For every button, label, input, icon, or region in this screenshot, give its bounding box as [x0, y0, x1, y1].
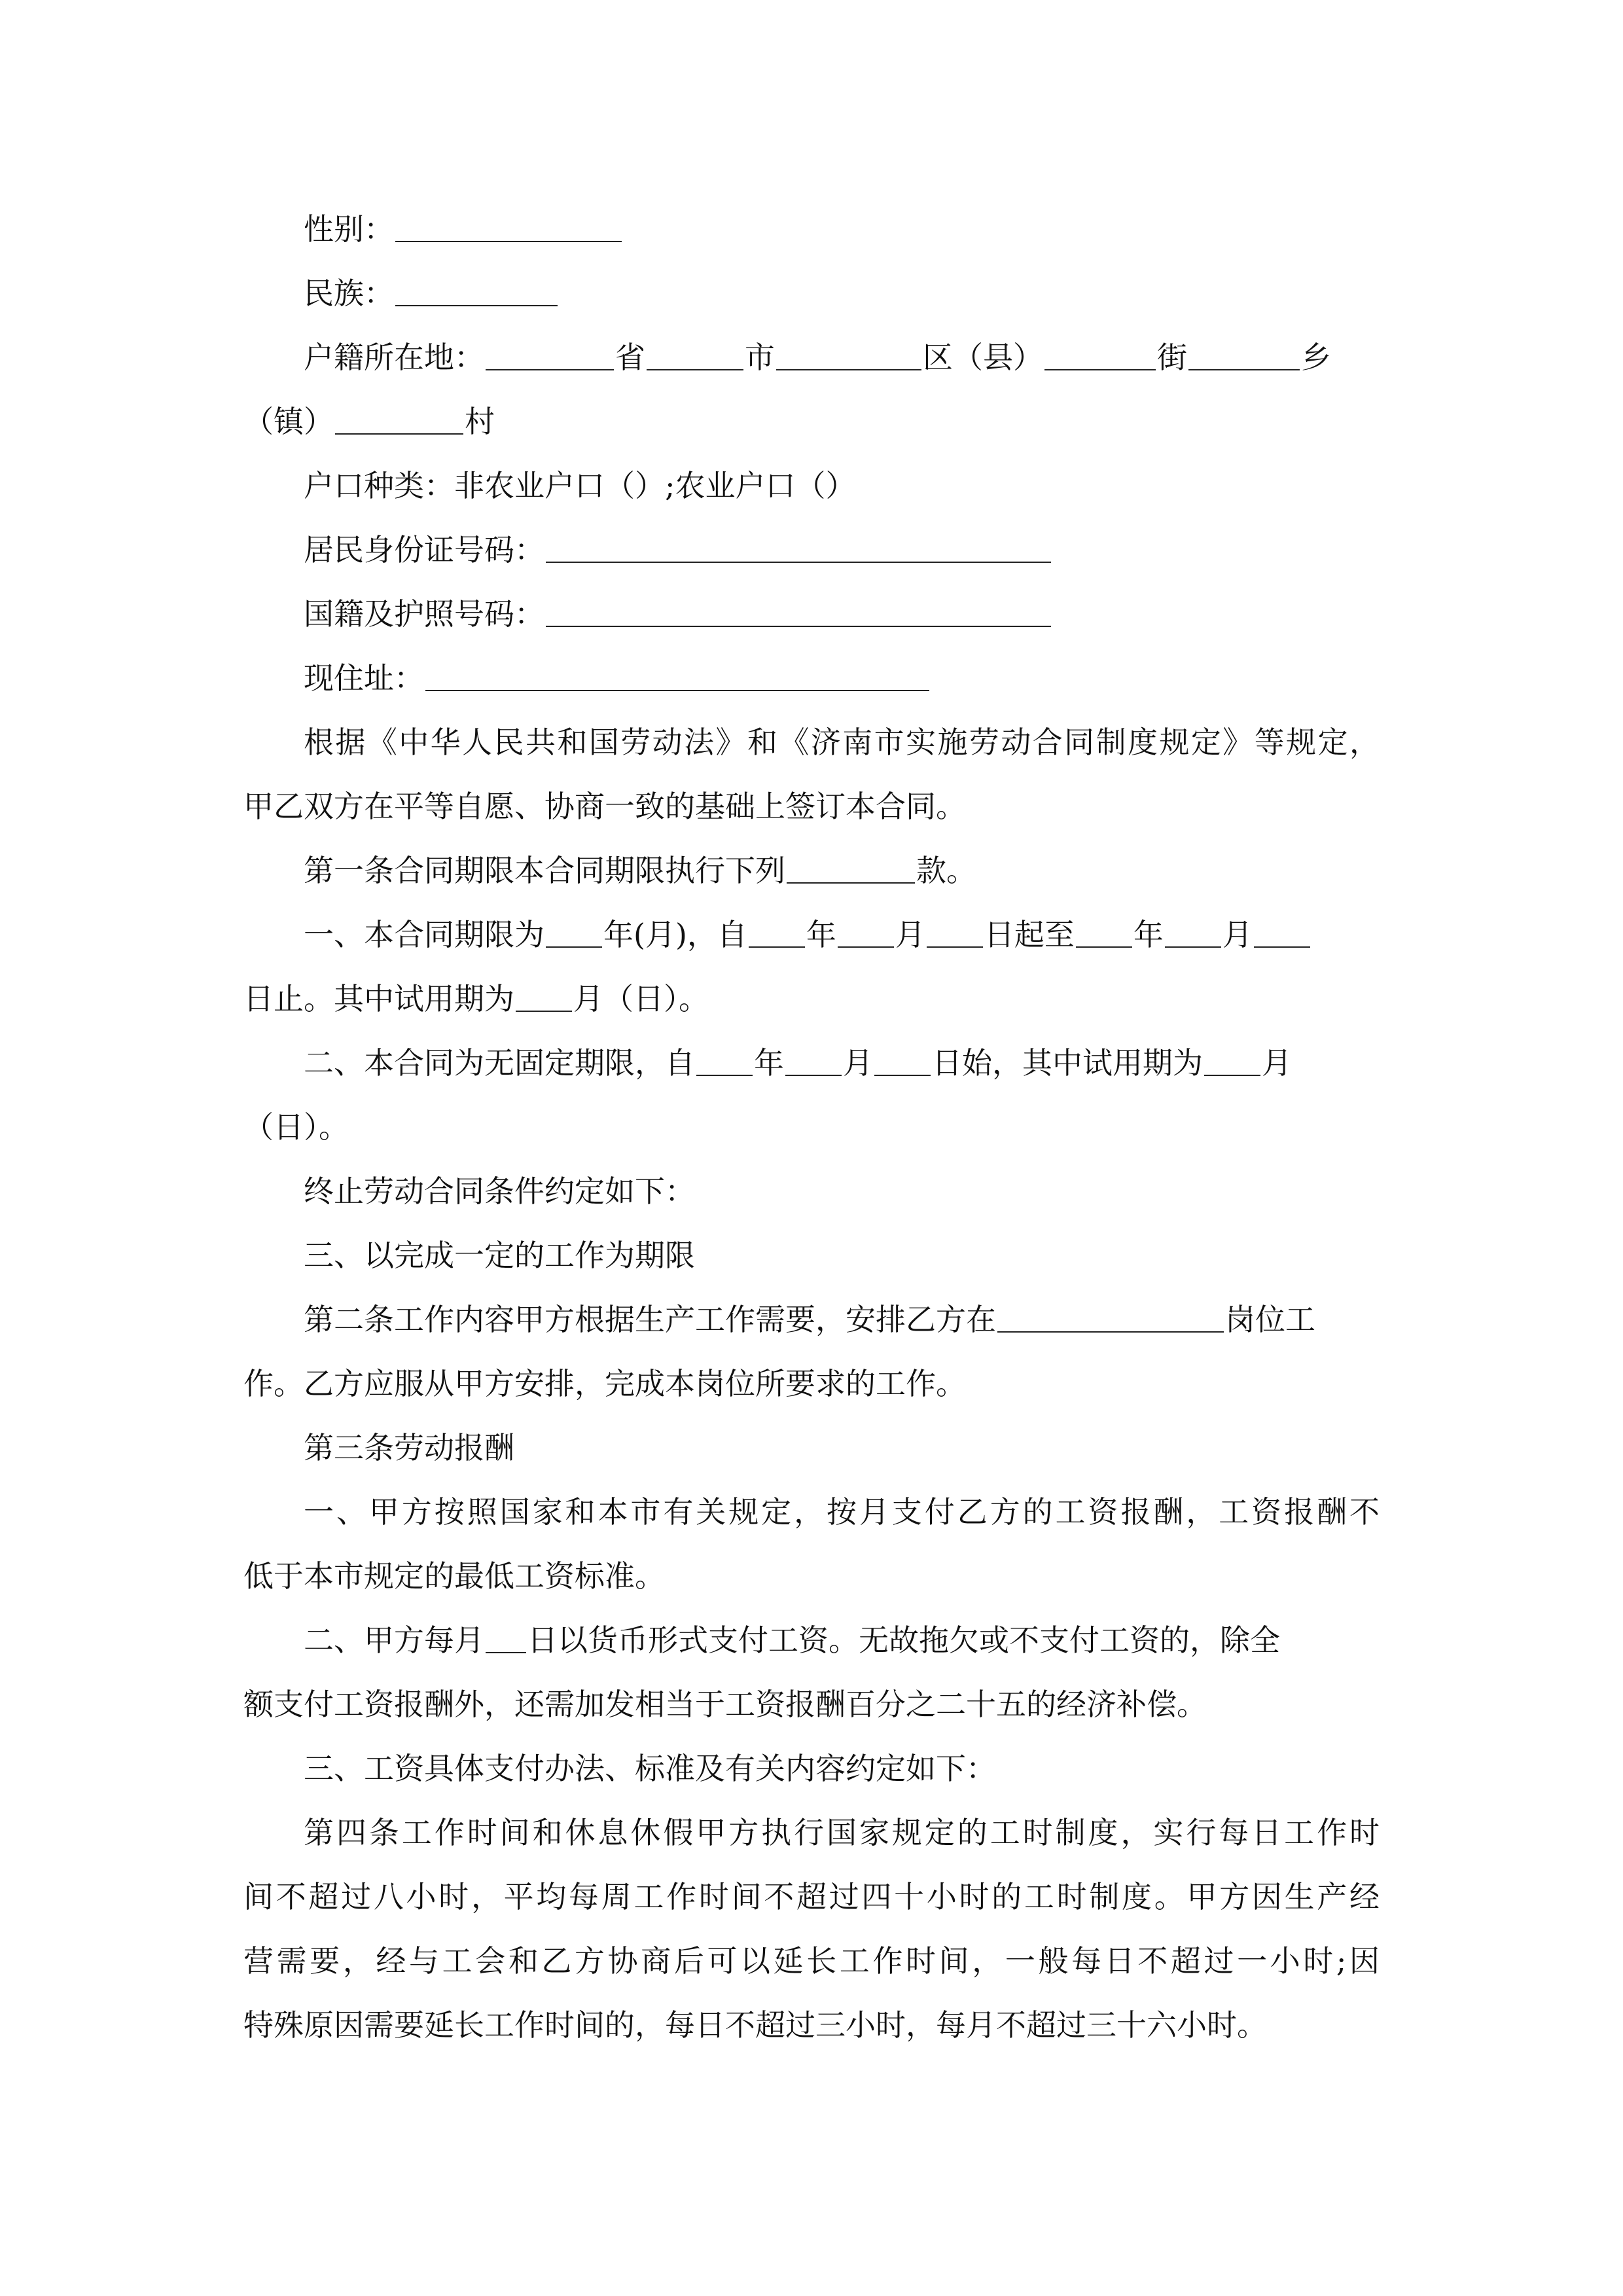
- article-2-line-2: 作。乙方应服从甲方安排，完成本岗位所要求的工作。: [243, 1366, 966, 1401]
- township-blank: [1188, 339, 1300, 370]
- article-1-clause-3: 三、以完成一定的工作为期限: [304, 1238, 695, 1273]
- passport-line: 国籍及护照号码：: [243, 581, 1380, 647]
- city-blank: [647, 339, 743, 370]
- article-3-clause-1-line-1: 一、甲方按照国家和本市有关规定，按月支付乙方的工资报酬，工资报酬不: [304, 1494, 1380, 1530]
- article-1-clause-1-line-2: 日止。其中试用期为 月（日）。: [243, 981, 709, 1016]
- address-blank: [425, 660, 929, 691]
- article-4-line-4: 特殊原因需要延长工作时间的，每日不超过三小时，每月不超过三十六小时。: [243, 2007, 1267, 2043]
- ethnicity-line: 民族：: [243, 260, 1380, 326]
- article-4-line-2: 间不超过八小时，平均每周工作时间不超过四十小时的工时制度。甲方因生产经: [243, 1879, 1380, 1914]
- article-3-clause-2-line-1: 二、甲方每月 日以货币形式支付工资。无故拖欠或不支付工资的，除全: [304, 1623, 1280, 1658]
- village-blank: [335, 403, 463, 435]
- province-blank: [486, 339, 614, 370]
- article-3-clause-1-line-2: 低于本市规定的最低工资标准。: [243, 1558, 665, 1594]
- payday-blank: [486, 1622, 526, 1653]
- article-3-clause-2-line-2: 额支付工资报酬外，还需加发相当于工资报酬百分之二十五的经济补偿。: [243, 1687, 1207, 1722]
- passport-blank: [546, 596, 1051, 627]
- article-3-title: 第三条劳动报酬: [304, 1430, 514, 1465]
- street-blank: [1044, 339, 1156, 370]
- residence-line-2: （镇） 村: [243, 404, 495, 439]
- hukou-type-line: 户口种类：非农业户口（）;农业户口（）: [304, 468, 856, 503]
- basis-line-2: 甲乙双方在平等自愿、协商一致的基础上签订本合同。: [243, 789, 966, 824]
- article-4-line-3: 营需要，经与工会和乙方协商后可以延长工作时间，一般每日不超过一小时;因: [243, 1943, 1380, 1979]
- ethnicity-blank: [395, 275, 558, 306]
- id-number-line: 居民身份证号码：: [243, 517, 1380, 583]
- clause-blank: [787, 852, 915, 884]
- article-1-clause-2-line-1: 二、本合同为无固定期限，自 年 月 日始，其中试用期为 月: [304, 1045, 1292, 1081]
- article-3-clause-3: 三、工资具体支付办法、标准及有关内容约定如下：: [304, 1751, 996, 1786]
- article-4-line-1: 第四条工作时间和休息休假甲方执行国家规定的工时制度，实行每日工作时: [304, 1815, 1380, 1850]
- residence-line-1: 户籍所在地： 省 市 区（县） 街 乡: [304, 340, 1331, 375]
- termination-conditions: 终止劳动合同条件约定如下：: [304, 1174, 695, 1209]
- basis-line-1: 根据《中华人民共和国劳动法》和《济南市实施劳动合同制度规定》等规定，: [304, 725, 1380, 760]
- article-2-line-1: 第二条工作内容甲方根据生产工作需要，安排乙方在 岗位工: [304, 1302, 1315, 1337]
- district-blank: [776, 339, 921, 370]
- gender-blank: [395, 211, 622, 242]
- position-blank: [997, 1301, 1224, 1333]
- address-line: 现住址：: [243, 645, 1380, 711]
- article-1-clause-1-line-1: 一、本合同期限为 年(月)，自 年 月 日起至 年 月: [243, 902, 1380, 967]
- id-number-blank: [546, 531, 1051, 563]
- article-1-title: 第一条合同期限本合同期限执行下列 款。: [304, 853, 976, 888]
- gender-line: 性别：: [243, 196, 1380, 262]
- article-1-clause-2-line-2: （日）。: [243, 1109, 349, 1145]
